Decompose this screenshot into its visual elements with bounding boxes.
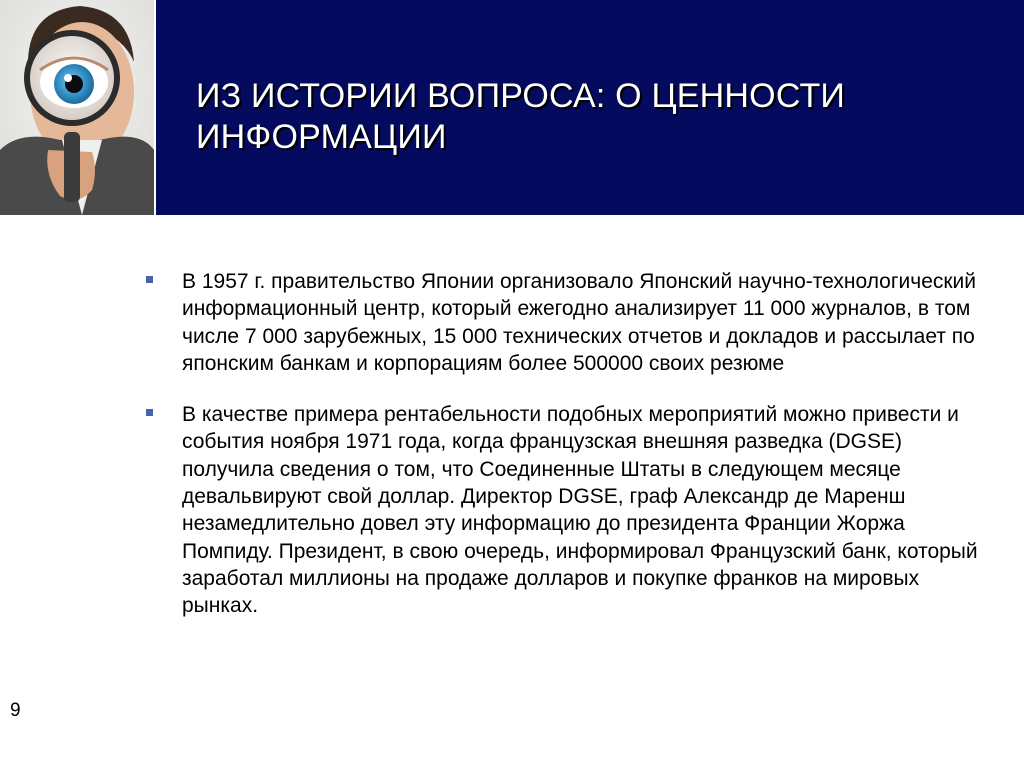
bullet-list <box>140 268 990 644</box>
slide-title-line-1: ИЗ ИСТОРИИ ВОПРОСА: О ЦЕННОСТИ <box>196 77 846 115</box>
square-bullet-icon <box>146 276 153 283</box>
page-number: 9 <box>10 700 21 721</box>
bullet-item <box>140 268 990 377</box>
slide-title-line-2: ИНФОРМАЦИИ <box>196 118 447 156</box>
slide-title <box>196 76 996 158</box>
square-bullet-icon <box>146 409 153 416</box>
man-with-magnifying-glass-icon <box>0 0 156 215</box>
title-banner <box>0 0 1024 215</box>
bullet-text: В качестве примера рентабельности подобных мероприятий можно привести и события ноября 1971 года, когда французская внешняя разведка (DGSE) получила сведения о том, что Соединенные Штаты в следующем месяце девальвируют свой доллар. Директор DGSE, граф Александр де Маренш незамедлительно довел эту информацию до президента Франции Жоржа Помпиду. Президент, в свою очередь, информировал Французский банк, который заработал миллионы на продаже долларов и покупке франков на мировых рынках. <box>182 403 978 618</box>
bullet-text: В 1957 г. правительство Японии организовало Японский научно-технологический информационный центр, который ежегодно анализирует 11 000 журналов, в том числе 7 000 зарубежных, 15 000 технических отчетов и докладов и рассылает по японским банкам и корпорациям более 500000 своих резюме <box>182 270 977 375</box>
magnifier-illustration <box>0 0 154 215</box>
bullet-item <box>140 401 990 619</box>
